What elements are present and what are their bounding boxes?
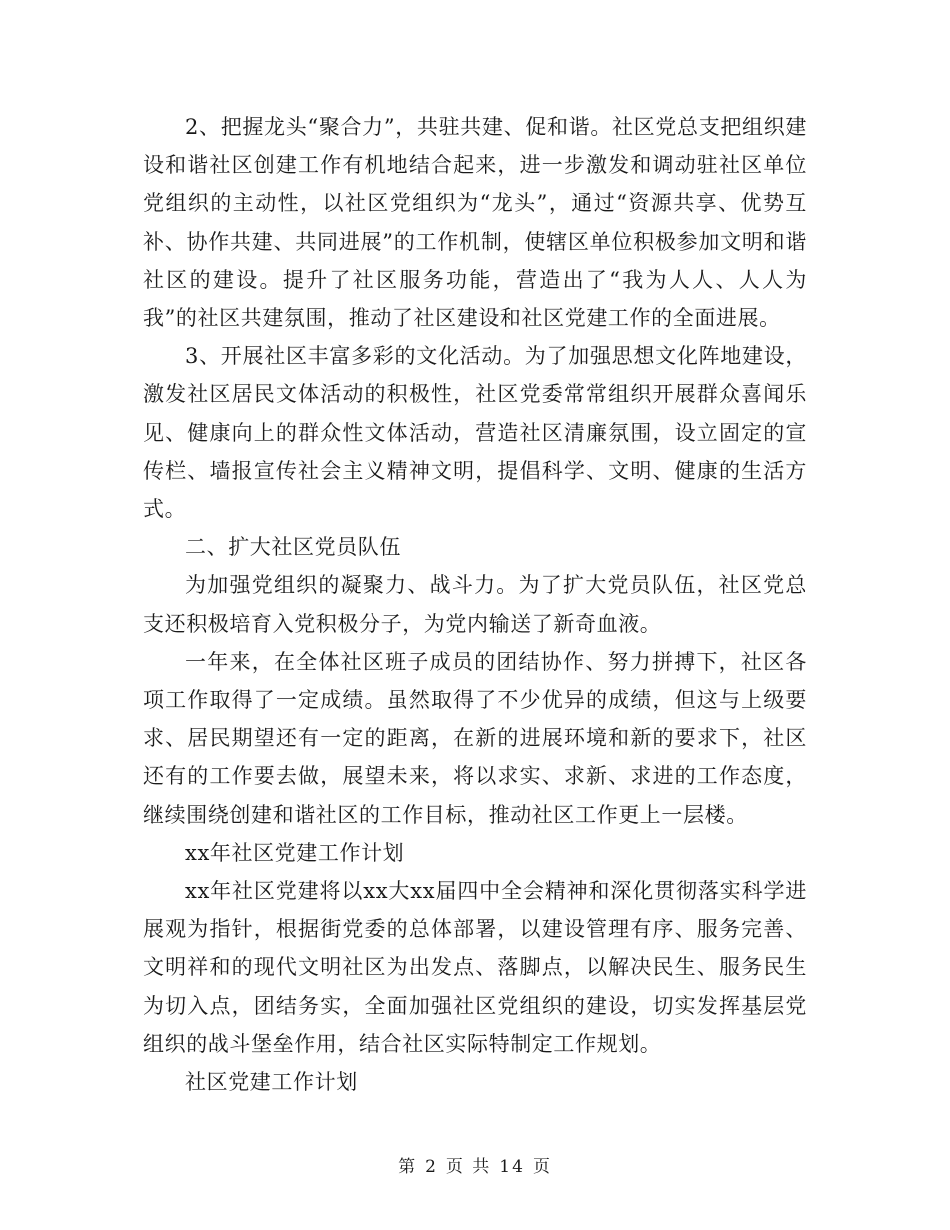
paragraph-3: 为加强党组织的凝聚力、战斗力。为了扩大党员队伍，社区党总支还积极培育入党积极分子，为党内输送了新奇血液。 bbox=[143, 573, 807, 636]
page-prefix: 第 bbox=[398, 1157, 418, 1177]
page-total: 14 bbox=[499, 1157, 525, 1177]
plan-title: xx年社区党建工作计划 bbox=[185, 840, 405, 865]
section-heading: 二、扩大社区党员队伍 bbox=[185, 535, 401, 560]
document-body bbox=[143, 108, 807, 1101]
plan-subtitle: 社区党建工作计划 bbox=[185, 1070, 358, 1095]
page-mid: 页 共 bbox=[445, 1157, 492, 1177]
paragraph-4: 一年来，在全体社区班子成员的团结协作、努力拼搏下，社区各项工作取得了一定成绩。虽然取得了不少优异的成绩，但这与上级要求、居民期望还有一定的距离，在新的进展环境和新的要求下，社区还有的工作要去做，展望未来，将以求实、求新、求进的工作态度，继续围绕创建和谐社区的工作目标，推动社区工作更上一层楼。 bbox=[143, 649, 807, 827]
paragraph-1: 2、把握龙头“聚合力”，共驻共建、促和谐。社区党总支把组织建设和谐社区创建工作有机地结合起来，进一步激发和调动驻社区单位党组织的主动性，以社区党组织为“龙头”，通过“资源共享、优势互补、协作共建、共同进展”的工作机制，使辖区单位积极参加文明和谐社区的建设。提升了社区服务功能，营造出了“我为人人、人人为我”的社区共建氛围，推动了社区建设和社区党建工作的全面进展。 bbox=[143, 115, 807, 331]
page-suffix: 页 bbox=[532, 1157, 552, 1177]
paragraph-2: 3、开展社区丰富多彩的文化活动。为了加强思想文化阵地建设，激发社区居民文体活动的积极性，社区党委常常组织开展群众喜闻乐见、健康向上的群众性文体活动，营造社区清廉氛围，设立固定的宣传栏、墙报宣传社会主义精神文明，提倡科学、文明、健康的生活方式。 bbox=[143, 344, 807, 522]
paragraph-5: xx年社区党建将以xx大xx届四中全会精神和深化贯彻落实科学进展观为指针，根据街党委的总体部署，以建设管理有序、服务完善、文明祥和的现代文明社区为出发点、落脚点，以解决民生、服务民生为切入点，团结务实，全面加强社区党组织的建设，切实发挥基层党组织的战斗堡垒作用，结合社区实际特制定工作规划。 bbox=[143, 879, 807, 1056]
page-footer bbox=[0, 1152, 950, 1177]
page-current: 2 bbox=[425, 1157, 438, 1177]
